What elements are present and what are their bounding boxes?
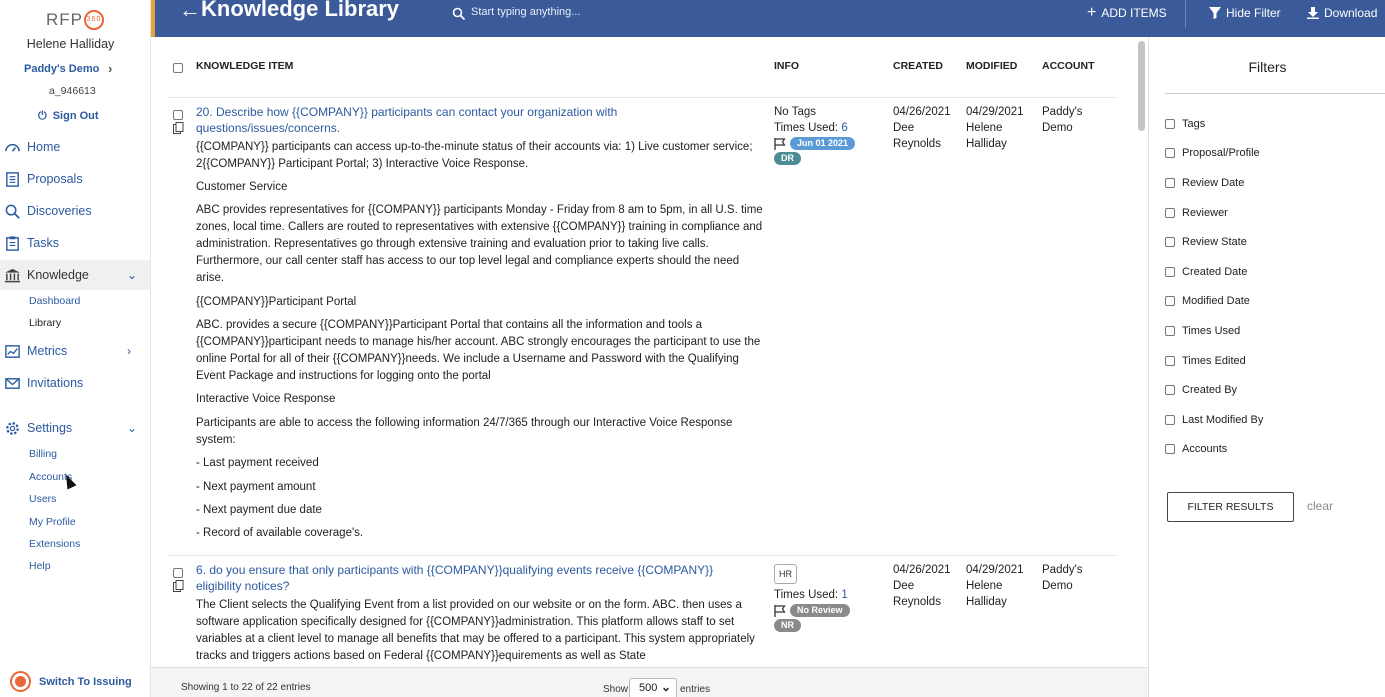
nav-invitations-label: Invitations <box>27 376 84 390</box>
times-used-count[interactable]: 1 <box>841 589 848 601</box>
modified-cell <box>966 104 1031 152</box>
nav-sub-help[interactable]: Help <box>29 560 51 572</box>
logo-ring: 360 <box>84 10 104 30</box>
filter-label: Reviewer <box>1182 207 1228 219</box>
nav-tasks[interactable] <box>0 228 150 258</box>
table-scrollbar[interactable] <box>1135 37 1147 667</box>
nav-home[interactable] <box>0 132 150 162</box>
nav-metrics-label: Metrics <box>27 344 68 358</box>
reviewer-initials-badge: DR <box>774 152 801 165</box>
switch-icon <box>10 671 31 692</box>
filter-label: Times Edited <box>1182 355 1246 367</box>
filter-times-used[interactable] <box>1165 325 1240 337</box>
reviewer-initials-badge: NR <box>774 619 801 632</box>
account-id: a_946613 <box>49 85 96 97</box>
filter-checkbox[interactable] <box>1165 119 1175 129</box>
filter-icon <box>1209 7 1221 19</box>
review-row <box>774 137 855 150</box>
page-size-value: 500 <box>639 682 658 694</box>
modified-by: Helene Halliday <box>966 122 1007 150</box>
question-title-link[interactable]: 6. do you ensure that only participants with {{COMPANY}}qualifying events receive {{COMPANY}} eligibility notices? <box>196 563 714 593</box>
filters-divider <box>1165 93 1385 94</box>
home-icon <box>4 139 21 156</box>
answer-paragraph: - Record of available coverage's. <box>196 527 364 539</box>
created-date: 04/26/2021 <box>893 106 951 118</box>
table-footer <box>151 667 1148 697</box>
created-cell <box>893 104 953 152</box>
modified-by: Helene Halliday <box>966 580 1007 608</box>
plus-icon: + <box>1087 4 1097 21</box>
nav-sub-billing[interactable]: Billing <box>29 448 58 460</box>
hide-filter-label: Hide Filter <box>1226 6 1281 20</box>
times-used-count[interactable]: 6 <box>841 122 848 134</box>
nav-discoveries[interactable] <box>0 196 150 226</box>
filter-label: Created By <box>1182 384 1238 396</box>
filter-checkbox[interactable] <box>1165 326 1175 336</box>
entries-summary: Showing 1 to 22 of 22 entries <box>181 682 311 693</box>
modified-date: 04/29/2021 <box>966 564 1024 576</box>
chevron-down-icon: ⌄ <box>660 680 671 694</box>
entries-label: entries <box>680 684 711 695</box>
filter-label: Tags <box>1182 118 1206 130</box>
nav-settings[interactable] <box>0 413 150 443</box>
page-title: Knowledge Library <box>201 0 400 21</box>
search-icon <box>4 203 21 220</box>
clear-filters-link[interactable]: clear <box>1307 499 1334 513</box>
filter-checkbox[interactable] <box>1165 267 1175 277</box>
filter-checkbox[interactable] <box>1165 385 1175 395</box>
top-header <box>151 0 1385 37</box>
filter-checkbox[interactable] <box>1165 148 1175 158</box>
filter-tags[interactable] <box>1165 118 1205 130</box>
filter-checkbox[interactable] <box>1165 356 1175 366</box>
filter-created-by[interactable] <box>1165 384 1237 396</box>
nav-sub-my-profile[interactable]: My Profile <box>29 516 76 528</box>
chevron-down-icon: ⌄ <box>127 268 138 282</box>
row-checkbox[interactable] <box>173 110 183 120</box>
header-divider-line <box>167 97 1117 98</box>
column-header-item[interactable]: KNOWLEDGE ITEM <box>196 60 294 72</box>
nav-metrics[interactable] <box>0 336 150 366</box>
filter-times-edited[interactable] <box>1165 355 1246 367</box>
clipboard-icon <box>4 235 21 252</box>
tag-chip[interactable]: HR <box>774 564 797 584</box>
filter-label: Review Date <box>1182 177 1245 189</box>
power-icon: ⏻ <box>38 110 47 122</box>
sign-out-button[interactable] <box>38 110 99 123</box>
modified-cell <box>966 562 1031 610</box>
header-divider <box>1185 0 1186 28</box>
created-by: Dee Reynolds <box>893 122 941 150</box>
copy-icon[interactable] <box>173 122 184 134</box>
nav-sub-users[interactable]: Users <box>29 493 57 505</box>
account-name: Paddy's Demo <box>24 63 100 75</box>
times-used <box>774 587 850 603</box>
sidebar <box>0 0 151 697</box>
review-date-badge[interactable]: Jun 01 2021 <box>790 137 855 150</box>
answer-paragraph: Interactive Voice Response <box>196 393 336 405</box>
filter-label: Created Date <box>1182 266 1248 278</box>
filter-created-date[interactable] <box>1165 266 1247 278</box>
row-divider <box>167 555 1117 556</box>
filter-checkbox[interactable] <box>1165 444 1175 454</box>
show-label: Show <box>603 684 629 695</box>
filters-panel <box>1148 37 1385 697</box>
filter-checkbox[interactable] <box>1165 296 1175 306</box>
sign-out-label: Sign Out <box>52 110 99 122</box>
page-size-select[interactable] <box>629 678 677 697</box>
download-label: Download <box>1324 6 1378 20</box>
question-title-link[interactable]: 20. Describe how {{COMPANY}} participants can contact your organization with questions/issues/concerns. <box>196 105 618 135</box>
info-cell <box>774 104 855 166</box>
nav-sub-accounts[interactable]: Accounts <box>29 471 73 483</box>
switch-to-issuing-button[interactable] <box>10 671 132 692</box>
user-name: Helene Halliday <box>26 37 115 51</box>
column-header-account[interactable]: ACCOUNT <box>1042 60 1095 72</box>
nav-invitations[interactable] <box>0 368 150 398</box>
download-button[interactable] <box>1307 6 1377 20</box>
nav-sub-extensions[interactable]: Extensions <box>29 538 81 550</box>
knowledge-table <box>151 37 1148 667</box>
nav-discoveries-label: Discoveries <box>27 204 92 218</box>
info-cell <box>774 564 850 633</box>
chart-icon <box>4 343 21 360</box>
filter-checkbox[interactable] <box>1165 415 1175 425</box>
filter-label: Times Used <box>1182 325 1241 337</box>
account-cell: Paddy's Demo <box>1042 564 1083 592</box>
column-header-modified[interactable]: MODIFIED <box>966 60 1018 72</box>
nav-tasks-label: Tasks <box>27 236 59 250</box>
search-input[interactable] <box>471 3 691 21</box>
select-all-checkbox[interactable] <box>173 63 183 73</box>
filter-review-state[interactable] <box>1165 236 1247 248</box>
add-items-label: ADD ITEMS <box>1101 6 1167 20</box>
column-header-info[interactable]: INFO <box>774 60 800 72</box>
chevron-right-icon: › <box>108 61 113 76</box>
envelope-icon <box>4 375 21 392</box>
nav-settings-label: Settings <box>27 421 73 435</box>
chevron-down-icon: ⌄ <box>127 421 138 435</box>
answer-paragraph: - Last payment received <box>196 457 319 469</box>
nav-proposals-label: Proposals <box>27 172 83 186</box>
nav-knowledge[interactable] <box>0 260 150 290</box>
mouse-cursor-icon <box>62 473 77 490</box>
add-items-button[interactable] <box>1087 6 1167 20</box>
answer-paragraph: - Next payment due date <box>196 504 322 516</box>
row-checkbox[interactable] <box>173 568 183 578</box>
filter-checkbox[interactable] <box>1165 237 1175 247</box>
filter-review-date[interactable] <box>1165 177 1244 189</box>
created-date: 04/26/2021 <box>893 564 951 576</box>
filter-label: Modified Date <box>1182 295 1250 307</box>
answer-paragraph: Customer Service <box>196 181 288 193</box>
times-used <box>774 120 855 136</box>
filter-label: Review State <box>1182 236 1247 248</box>
copy-icon[interactable] <box>173 580 184 592</box>
answer-paragraph: {{COMPANY}} participants can access up-to-the-minute status of their accounts via: 1) Live customer service; 2{{COMPANY}} Participant Portal; 3) Interactive Voice Response. <box>196 141 753 170</box>
answer-paragraph: The Client selects the Qualifying Event from a list provided on our website or on the form. ABC. then uses a software application specifically designed for {{COMPANY}}administration. This platform allows staff to set variables at a client level to manage all benefits that may be offered to a participant. This system appropriately tracks and triggers actions based on Federal {{COMPANY}}equirements as well as State <box>196 599 755 662</box>
account-cell: Paddy's Demo <box>1042 106 1083 134</box>
search-icon <box>452 7 466 21</box>
times-used-label: Times Used: <box>774 589 839 601</box>
document-icon <box>4 171 21 188</box>
nav-sub-library[interactable]: Library <box>29 317 62 329</box>
tags-text: No Tags <box>774 106 816 118</box>
created-cell <box>893 562 953 610</box>
times-used-label: Times Used: <box>774 122 839 134</box>
column-header-created[interactable]: CREATED <box>893 60 943 72</box>
filter-checkbox[interactable] <box>1165 178 1175 188</box>
nav-proposals[interactable] <box>0 164 150 194</box>
filter-reviewer[interactable] <box>1165 207 1228 219</box>
flag-icon <box>774 605 786 617</box>
gear-icon <box>4 420 21 437</box>
filter-label: Proposal/Profile <box>1182 147 1260 159</box>
answer-paragraph: ABC. provides a secure {{COMPANY}}Participant Portal that contains all the information and tools a {{COMPANY}}participant needs to manage his/her account. ABC strongly encourages the participant to use the online Portal for all of their {{COMPANY}}needs. We include a Username and Password with the Qualifying Event Package and instructions for logging onto the portal <box>196 319 761 382</box>
filter-label: Accounts <box>1182 443 1228 455</box>
filter-last-modified-by[interactable] <box>1165 414 1263 426</box>
filter-proposal-profile[interactable] <box>1165 147 1260 159</box>
logo-text: RFP <box>46 10 83 29</box>
nav-sub-dashboard[interactable]: Dashboard <box>29 295 81 307</box>
chevron-right-icon: › <box>127 344 131 358</box>
library-icon <box>4 267 21 284</box>
review-row <box>774 604 850 617</box>
filter-modified-date[interactable] <box>1165 295 1250 307</box>
flag-icon <box>774 138 786 150</box>
tag-row <box>774 564 850 584</box>
scrollbar-thumb[interactable] <box>1138 41 1145 131</box>
nav-home-label: Home <box>27 140 61 154</box>
review-state-badge[interactable]: No Review <box>790 604 850 617</box>
nav-knowledge-label: Knowledge <box>27 268 89 282</box>
switch-label: Switch To Issuing <box>39 675 132 688</box>
download-icon <box>1307 7 1319 19</box>
initials-row <box>774 617 850 633</box>
modified-date: 04/29/2021 <box>966 106 1024 118</box>
initials-row <box>774 150 855 166</box>
filter-label: Last Modified By <box>1182 414 1264 426</box>
filter-accounts[interactable] <box>1165 443 1227 455</box>
answer-paragraph: {{COMPANY}}Participant Portal <box>196 296 357 308</box>
answer-paragraph: - Next payment amount <box>196 481 316 493</box>
hide-filter-button[interactable] <box>1209 6 1281 20</box>
filter-results-button[interactable]: FILTER RESULTS <box>1167 492 1294 522</box>
account-switcher[interactable] <box>24 61 113 76</box>
back-arrow-icon[interactable]: ← <box>179 0 201 22</box>
filter-checkbox[interactable] <box>1165 208 1175 218</box>
created-by: Dee Reynolds <box>893 580 941 608</box>
rfp360-logo[interactable] <box>46 10 104 30</box>
answer-paragraph: ABC provides representatives for {{COMPANY}} participants Monday - Friday from 8 am to 5pm, in all U.S. time zones, local time. Callers are routed to representatives with extensive {{COMPANY}} training in compliance and administration. Representatives go through extensive training and evaluation prior to taking live calls. Furthermore, our call center staff has access to our top level legal and compliance experts should the need arise. <box>196 204 763 284</box>
filters-title: Filters <box>1248 59 1287 75</box>
answer-paragraph: Participants are able to access the following information 24/7/365 through our Interactive Voice Response system: <box>196 417 733 446</box>
